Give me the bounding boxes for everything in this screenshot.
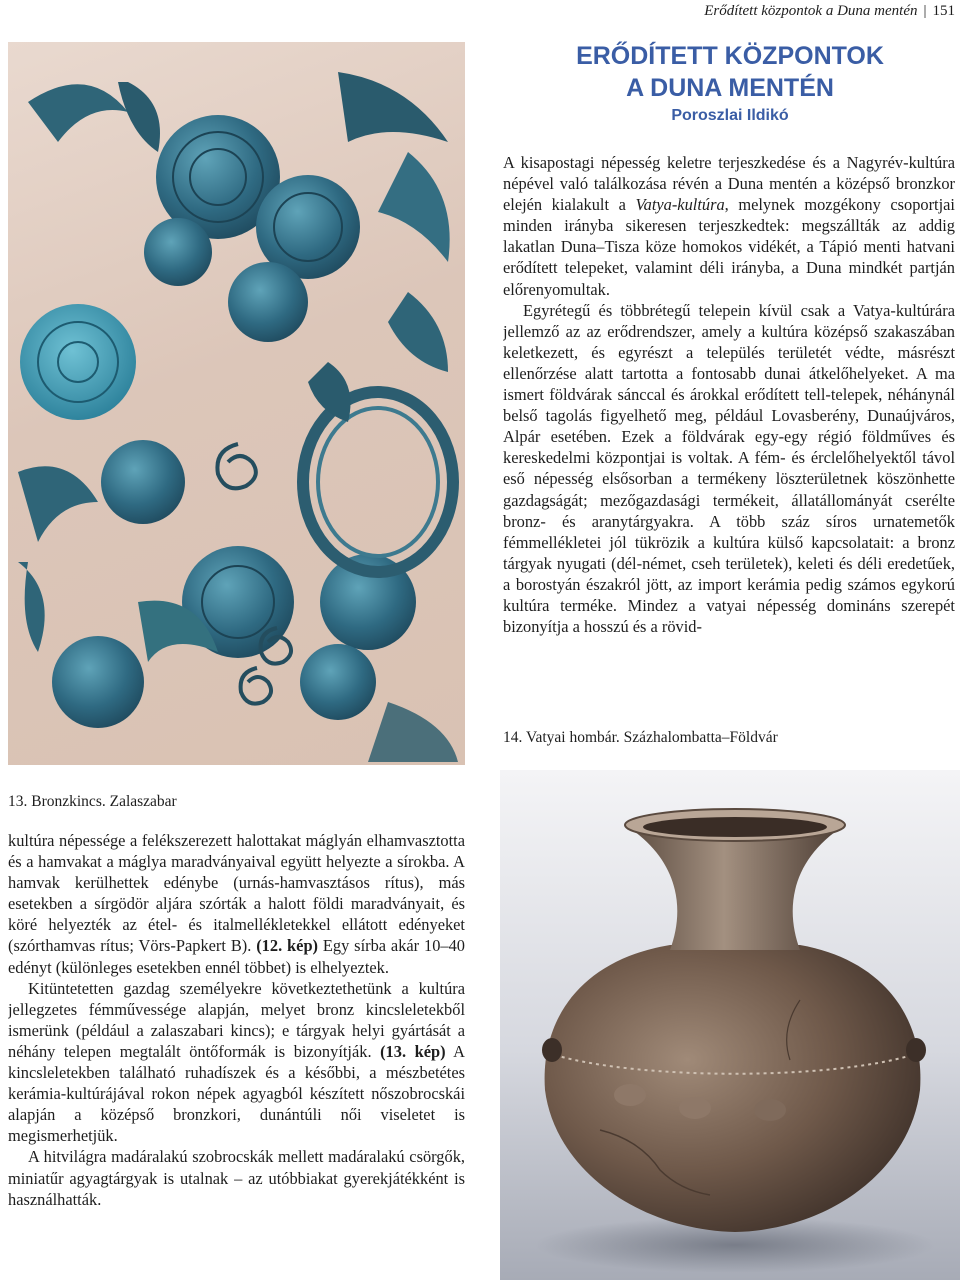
figure-12-reference: (12. kép)	[256, 936, 319, 956]
left-paragraph-1-text: kultúra népessége a felékszerezett halottakat máglyán elhamvasztotta és a hamvakat a máglya maradványaival együtt helyezte a sírokba. A hamvak kerülhettek edénybe (urnás-hamvasztásos rítus), más esetekben a sírgödör aljára szórták a halott földi maradványait, és köré helyezték az étel- és italmellékletekkel ellátott edényeket (szórthamvas rítus; Vörs-Papkert B).	[8, 831, 465, 956]
bronze-hoard-illustration	[8, 42, 465, 765]
left-paragraph-1-rest: Egy sírba akár 10–40 edényt (különleges esetekben ennél többet) is elhelyeztek.	[8, 936, 465, 977]
page-number: 151	[932, 3, 955, 19]
right-paragraph-1-rest: , melynek mozgékony csoportjai minden irányba sikeresen terjeszkedtek: megszállták az addig lakatlan Duna–Tisza köze homokos vidékét, a Tápió menti hatvani erődített telepeket, valamint déli irányba, a Duna mindkét partján előrenyomultak.	[503, 195, 955, 299]
left-paragraph-1	[8, 830, 465, 978]
right-paragraph-1-text: A kisapostagi népesség keletre terjeszkedése és a Nagyrév-kultúra népével való találkozása révén a Duna mentén a középső bronzkor elején kialakult a	[503, 153, 955, 215]
running-header	[560, 0, 955, 22]
left-paragraph-2-text: Kitüntetetten gazdag személyekre következtethetünk a kultúra jellegzetes fémművessége alapján, melyet bronz kincsleletekből ismerünk (például a zalaszabari kincs); e tárgyak helyi gyártását a néhány telepen megtalált öntőformák is bizonyítják.	[8, 978, 465, 1061]
caption-figure-14: 14. Vatyai hombár. Százhalombatta–Földvár	[503, 729, 778, 746]
right-paragraph-2: Egyrétegű és többrétegű telepein kívül csak a Vatya-kultúrára jellemző az az erődrendszer, amely a kultúra középső szakaszában keletkezett, és egyrészt a település területét védte, másrészt ellenőrzése alatt tartotta a fontosabb dunai átkelőhelyeket. A ma ismert földvárak sánccal és árokkal erődített tell-telepek, néhánynál belső tagolás figyelhető meg, például Lovasberény, Dunaújváros, Alpár esetében. Ezek a földvárak egy-egy régió földműves és kereskedelmi központjai is voltak. A fém- és érclelőhelyektől távol eső népesség elsősorban a termékeny löszterületnek köszönhette gazdagságát; mezőgazdasági termékeit, állatállományát cserélte bronz- és aranytárgyakra. A több száz síros urnatemetők fémmellékletei jól tükrözik a kultúra külső kapcsolatait: a bronz tárgyak nyugati (dél-német, cseh területek), keleti és déli eredetűek, a borostyán északról jött, az import kerámia pedig számos egykorú kultúra terméke. Mindez a vatyai népesség domináns szerepét bizonyítja a hosszú és a rövid-	[503, 300, 955, 637]
figure-14-vatya-jar-photo	[500, 770, 960, 1280]
figure-13-bronze-hoard-photo	[8, 42, 465, 765]
vatya-jar-illustration	[500, 770, 960, 1280]
figure-13-reference: (13. kép)	[380, 1041, 446, 1061]
right-paragraph-1	[503, 152, 955, 300]
article-title-line-2: A DUNA MENTÉN	[626, 74, 834, 102]
caption-figure-13: 13. Bronzkincs. Zalaszabar	[8, 793, 177, 810]
header-separator: |	[923, 3, 927, 19]
article-author: Poroszlai Ildikó	[671, 107, 789, 124]
left-paragraph-3: A hitvilágra madáralakú szobrocskák mellett madáralakú csörgők, miniatűr agyagtárgyak is utalnak – az utóbbiakat gyerekjátékként is használhatták.	[8, 1147, 465, 1209]
right-column-text	[503, 152, 955, 712]
running-title: Erődített központok a Duna mentén	[704, 3, 918, 19]
left-paragraph-2	[8, 978, 465, 1147]
left-paragraph-2-rest: A kincsleletekben található ruhadíszek és a későbbi, a mészbetétes kerámia-kultúrájával rokon népek agyagból készített nőszobrocskái alapján a középső bronzkori, dunántúli női viseletet is megismerhetjük.	[8, 1041, 465, 1146]
article-title-line-1: ERŐDÍTETT KÖZPONTOK	[576, 42, 884, 70]
left-column-text	[8, 830, 465, 1275]
vatya-culture-term: Vatya-kultúra	[635, 195, 725, 215]
article-title	[505, 40, 955, 104]
